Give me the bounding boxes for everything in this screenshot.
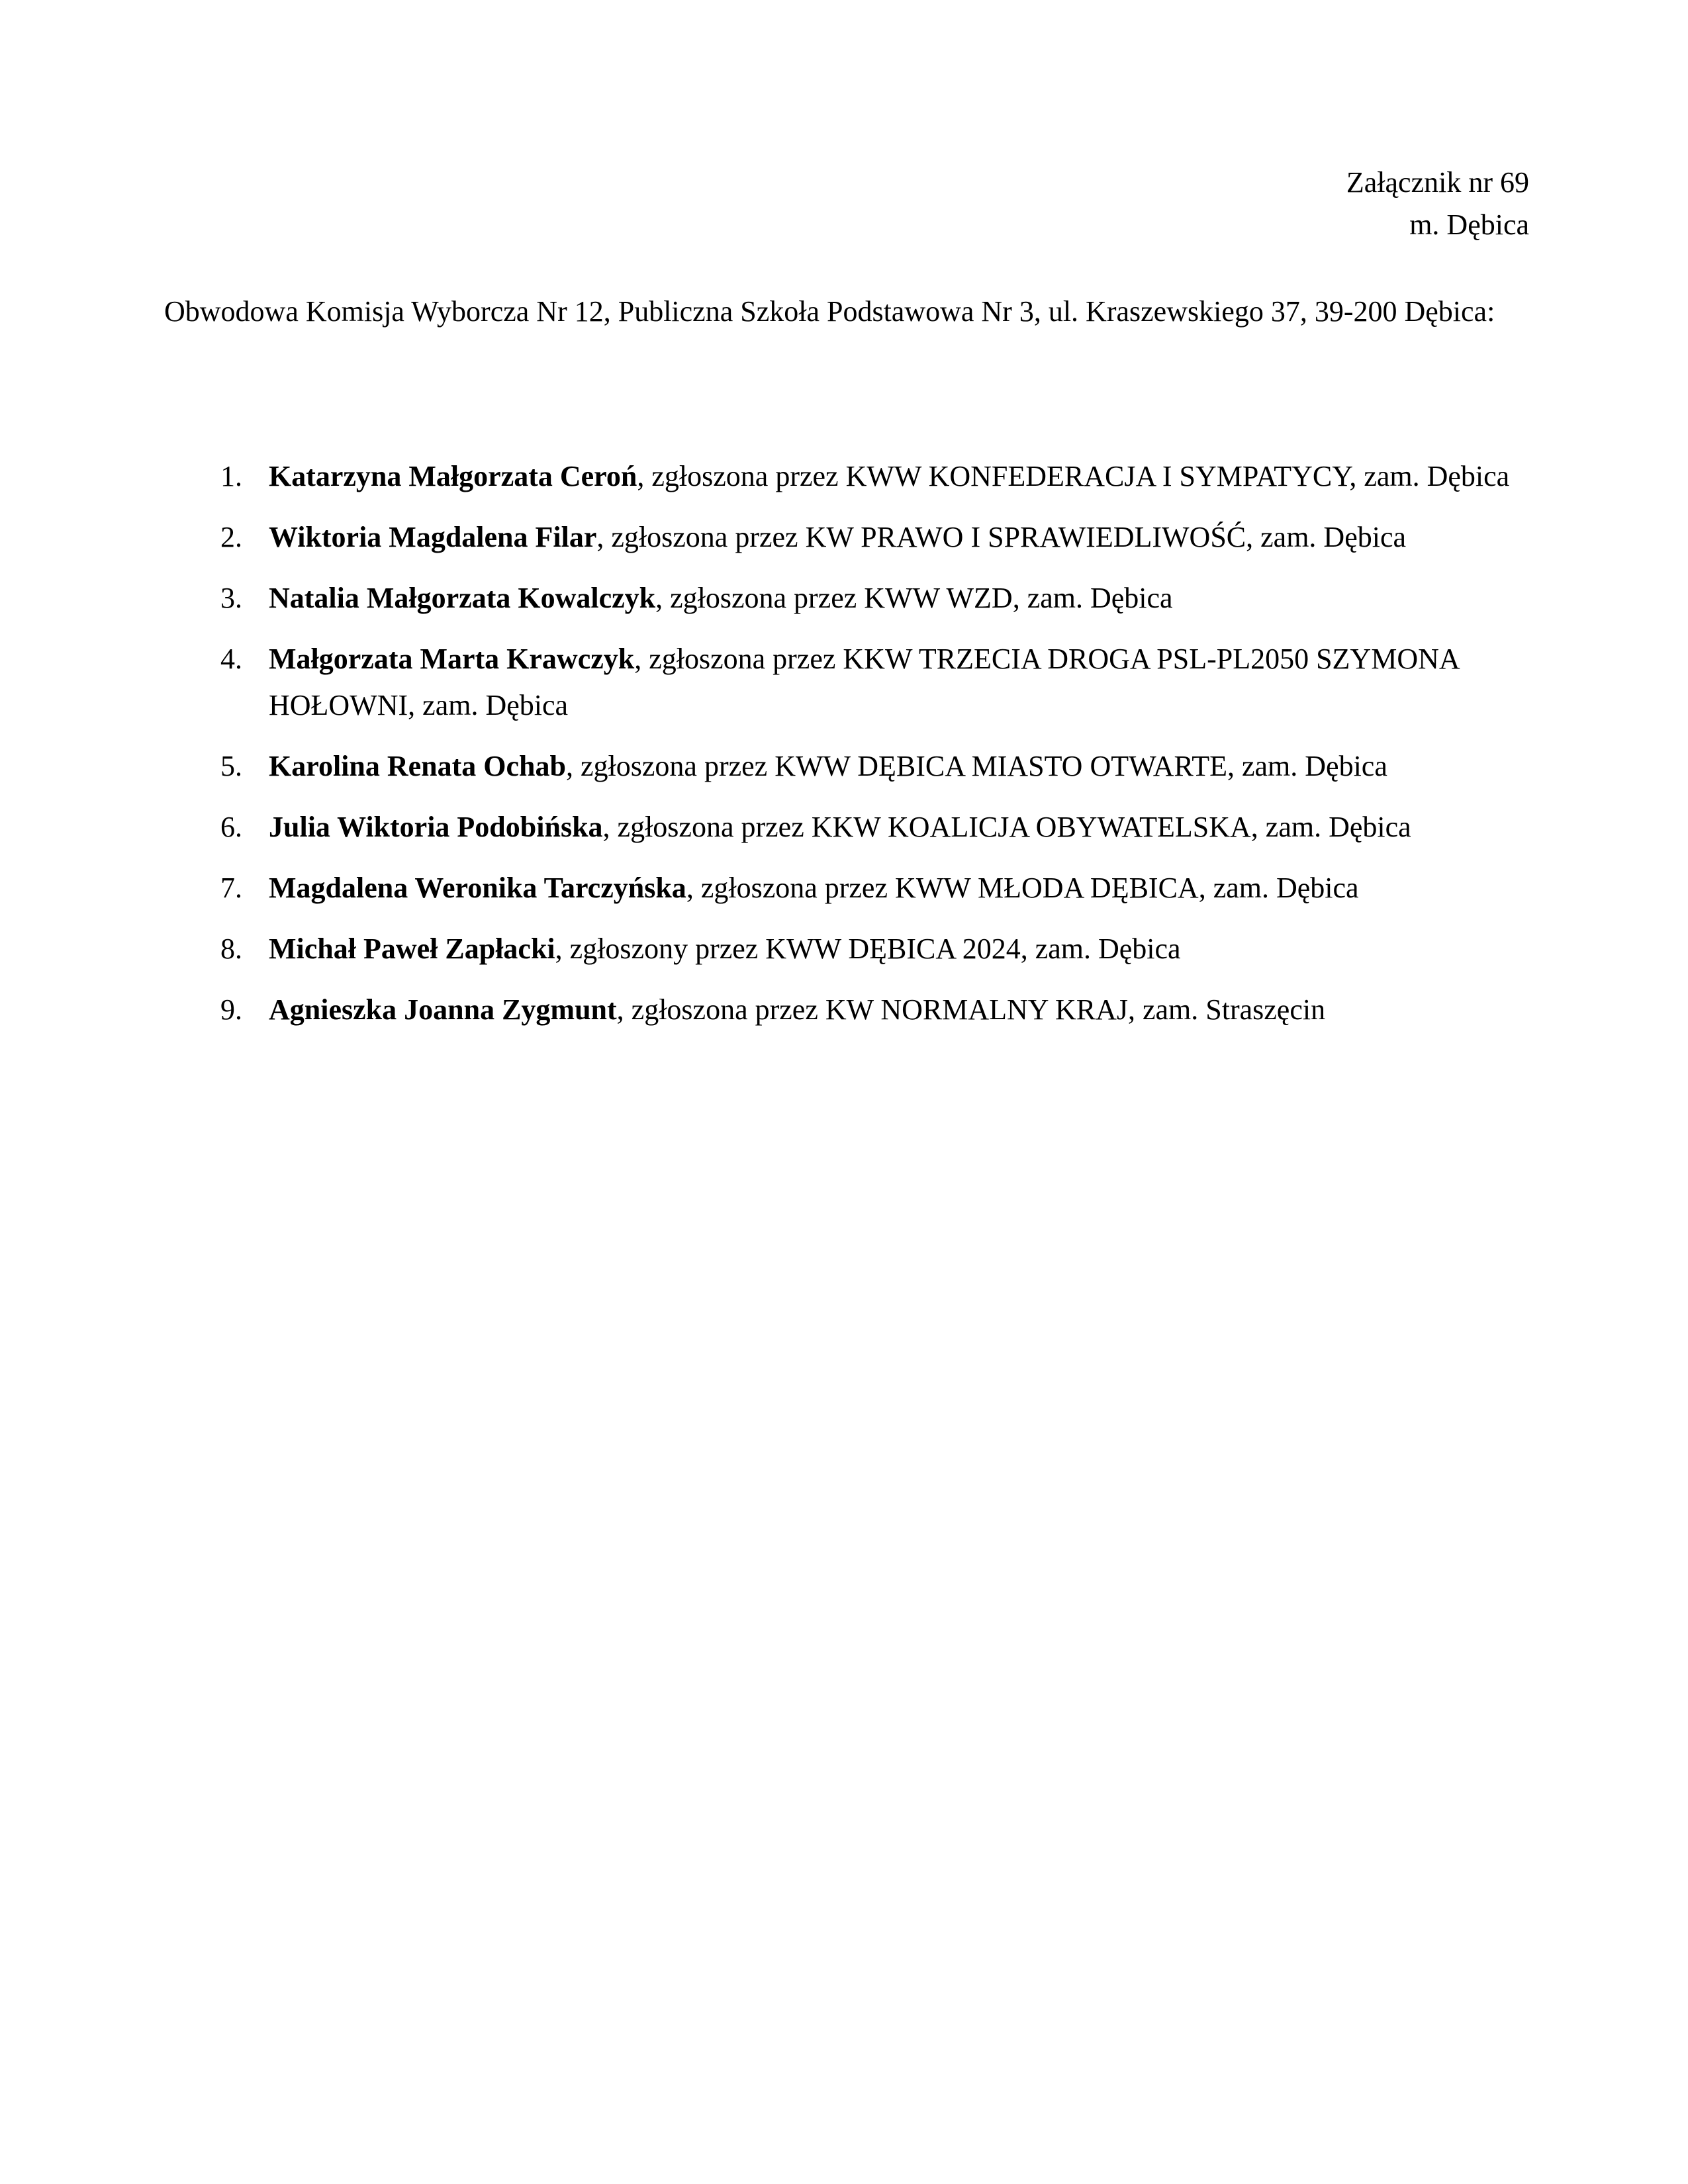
list-item — [164, 926, 1528, 972]
list-item — [164, 514, 1528, 561]
member-name: Katarzyna Małgorzata Ceroń — [269, 460, 637, 492]
member-details: , zgłoszona przez KWW DĘBICA MIASTO OTWARTE, zam. Dębica — [566, 750, 1387, 782]
list-item — [164, 636, 1528, 729]
attachment-header — [1346, 161, 1529, 246]
attachment-municipality: m. Dębica — [1409, 208, 1529, 241]
member-name: Natalia Małgorzata Kowalczyk — [269, 582, 656, 614]
member-details: , zgłoszona przez KKW KOALICJA OBYWATELSKA, zam. Dębica — [602, 811, 1411, 843]
list-item — [164, 743, 1528, 790]
attachment-number: Załącznik nr 69 — [1346, 166, 1529, 199]
item-number: 2. — [220, 521, 242, 553]
item-number: 1. — [220, 460, 242, 492]
member-name: Wiktoria Magdalena Filar — [269, 521, 597, 553]
member-details: , zgłoszony przez KWW DĘBICA 2024, zam. Dębica — [555, 933, 1181, 965]
member-details: , zgłoszona przez KW PRAWO I SPRAWIEDLIWOŚĆ, zam. Dębica — [596, 521, 1407, 553]
list-item — [164, 865, 1528, 911]
member-name: Michał Paweł Zapłacki — [269, 933, 555, 965]
list-item — [164, 453, 1528, 500]
member-name: Agnieszka Joanna Zygmunt — [269, 993, 617, 1026]
item-number: 7. — [220, 872, 242, 904]
item-number: 9. — [220, 993, 242, 1026]
member-name: Małgorzata Marta Krawczyk — [269, 643, 635, 675]
item-number: 4. — [220, 643, 242, 675]
item-number: 3. — [220, 582, 242, 614]
member-details: , zgłoszona przez KW NORMALNY KRAJ, zam. Straszęcin — [616, 993, 1326, 1026]
member-details: , zgłoszona przez KWW MŁODA DĘBICA, zam. Dębica — [686, 872, 1359, 904]
members-list — [164, 453, 1528, 1048]
list-item — [164, 575, 1528, 621]
member-name: Magdalena Weronika Tarczyńska — [269, 872, 686, 904]
list-item — [164, 987, 1528, 1033]
list-item — [164, 804, 1528, 850]
member-name: Julia Wiktoria Podobińska — [269, 811, 603, 843]
member-details: , zgłoszona przez KWW WZD, zam. Dębica — [655, 582, 1173, 614]
commission-heading: Obwodowa Komisja Wyborcza Nr 12, Publiczna Szkoła Podstawowa Nr 3, ul. Kraszewskiego 37, 39-200 Dębica: — [164, 295, 1495, 328]
member-details: , zgłoszona przez KKW TRZECIA DROGA PSL-PL2050 SZYMONA HOŁOWNI, zam. Dębica — [269, 643, 1459, 721]
member-name: Karolina Renata Ochab — [269, 750, 567, 782]
item-number: 5. — [220, 750, 242, 782]
item-number: 6. — [220, 811, 242, 843]
item-number: 8. — [220, 933, 242, 965]
member-details: , zgłoszona przez KWW KONFEDERACJA I SYMPATYCY, zam. Dębica — [637, 460, 1510, 492]
